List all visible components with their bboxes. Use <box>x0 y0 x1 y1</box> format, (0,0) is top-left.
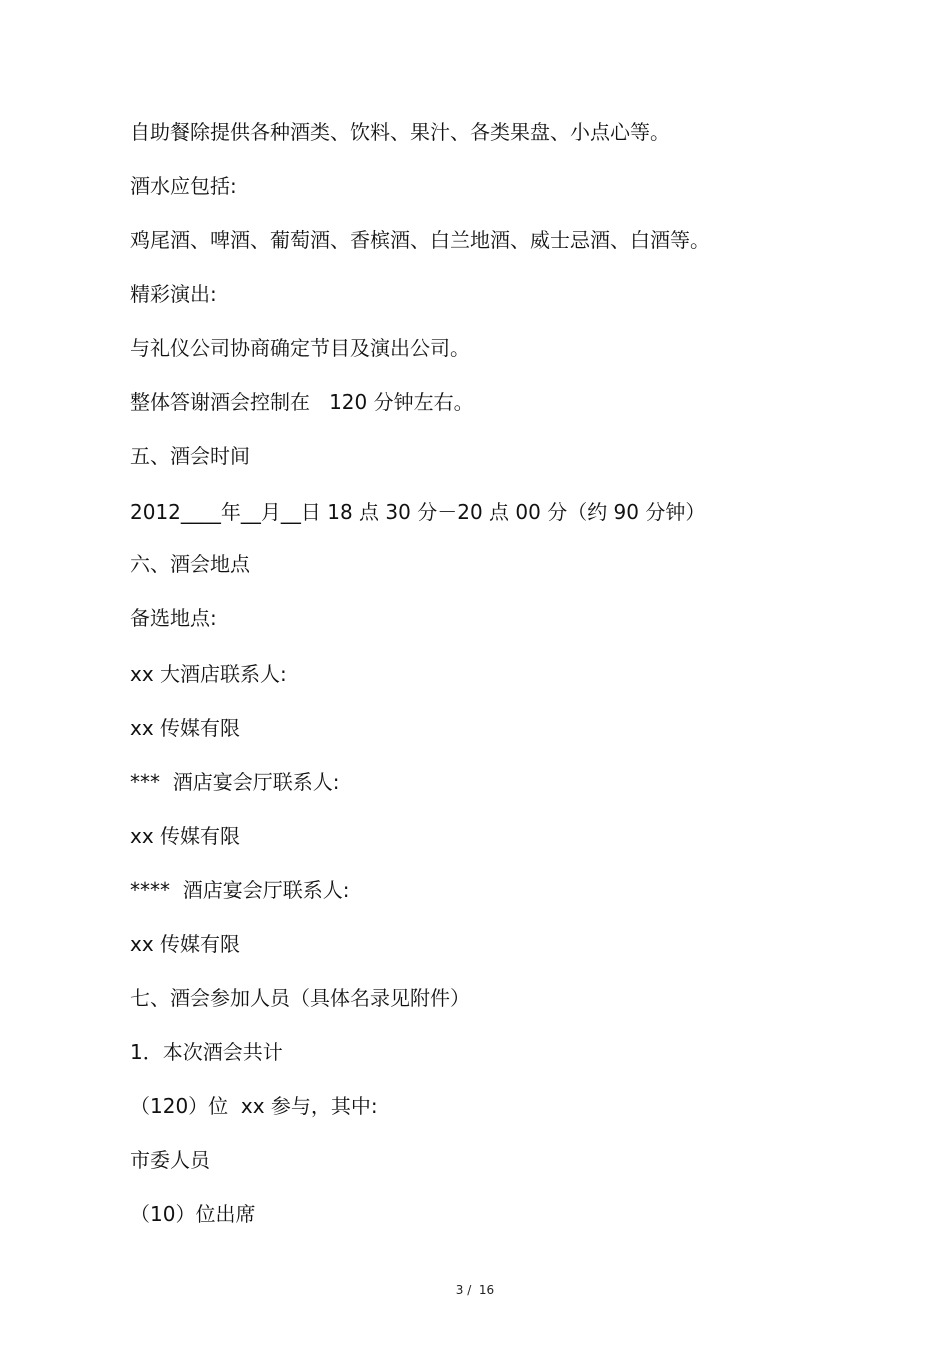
text-line: 1．本次酒会共计 <box>130 1040 283 1064</box>
text-line: 鸡尾酒、啤酒、葡萄酒、香槟酒、白兰地酒、威士忌酒、白酒等。 <box>130 228 710 252</box>
text-line: 酒水应包括: <box>130 174 237 198</box>
section-heading: 七、酒会参加人员（具体名录见附件） <box>130 986 470 1010</box>
text-line: xx 大酒店联系人: <box>130 662 287 686</box>
text-line: 自助餐除提供各种酒类、饮料、果汁、各类果盘、小点心等。 <box>130 120 670 144</box>
text-line: 整体答谢酒会控制在 120 分钟左右。 <box>130 390 474 414</box>
text-line: 备选地点: <box>130 606 217 630</box>
page-number: 3 / 16 <box>455 1283 495 1297</box>
text-line: **** 酒店宴会厅联系人: <box>130 878 350 902</box>
text-line: *** 酒店宴会厅联系人: <box>130 770 340 794</box>
text-line: （120）位 xx 参与，其中: <box>130 1094 378 1118</box>
text-line: 2012____年__月__日 18 点 30 分－20 点 00 分（约 90 分钟） <box>130 500 706 524</box>
text-line: 与礼仪公司协商确定节目及演出公司。 <box>130 336 470 360</box>
section-heading: 五、酒会时间 <box>130 444 250 468</box>
section-heading: 六、酒会地点 <box>130 552 250 576</box>
text-line: 精彩演出: <box>130 282 217 306</box>
text-line: 市委人员 <box>130 1148 210 1172</box>
text-line: xx 传媒有限 <box>130 716 241 740</box>
text-line: （10）位出席 <box>130 1202 256 1226</box>
text-line: xx 传媒有限 <box>130 932 241 956</box>
text-line: xx 传媒有限 <box>130 824 241 848</box>
